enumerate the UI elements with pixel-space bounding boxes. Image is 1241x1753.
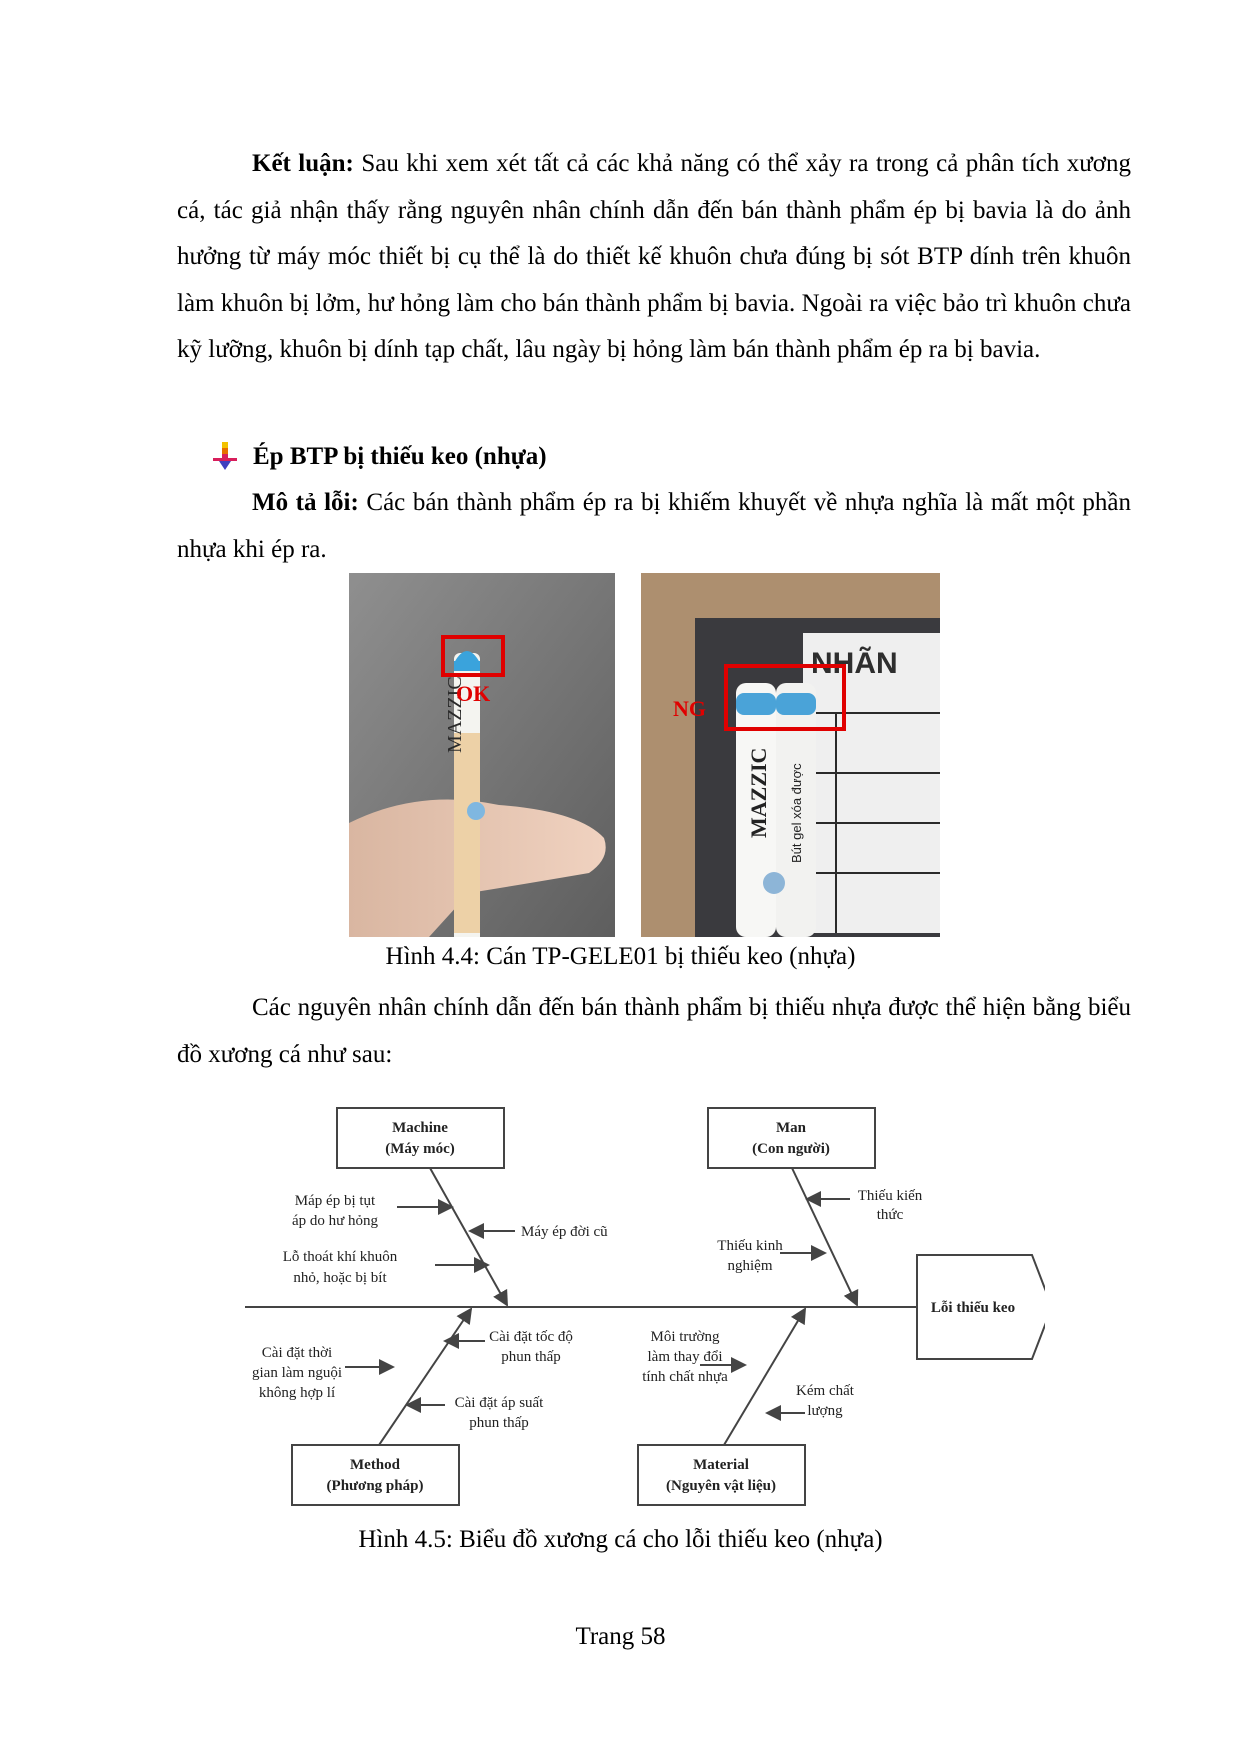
error-description-label: Mô tả lỗi: (252, 489, 359, 516)
figure-4-4-caption: Hình 4.4: Cán TP-GELE01 bị thiếu keo (nhựa) (385, 943, 856, 970)
cause-machine-2-line1: Máy ép đời cũ (521, 1224, 608, 1240)
cause-material-2-line2: lượng (807, 1403, 843, 1419)
cause-machine-3-line2: nhỏ, hoặc bị bít (293, 1270, 387, 1286)
cause-machine-3-line1: Lỗ thoát khí khuôn (282, 1249, 398, 1265)
category-material-title: Material (693, 1457, 749, 1473)
category-box-machine (337, 1108, 504, 1168)
ok-pen-brand: MAZZIC (444, 676, 466, 753)
category-machine-title: Machine (392, 1120, 448, 1136)
bone-material (724, 1309, 805, 1445)
cause-material-1-line2: làm thay đổi (647, 1349, 723, 1365)
conclusion-paragraph (177, 141, 1131, 374)
section-heading (213, 434, 547, 480)
category-box-method (292, 1445, 459, 1505)
category-man-title: Man (776, 1120, 806, 1136)
cause-man-2-line1: Thiếu kinh (717, 1238, 783, 1254)
effect-label: Lỗi thiếu keo (930, 1300, 1016, 1316)
intro-paragraph: Các nguyên nhân chính dẫn đến bán thành phẩm bị thiếu nhựa được thể hiện bằng biểu đồ xương cá như sau: (177, 994, 1131, 1068)
ng-pen-subtext: Bút gel xóa được (789, 763, 804, 863)
cause-method-1-line2: phun thấp (501, 1349, 561, 1365)
figure-4-5-caption: Hình 4.5: Biểu đồ xương cá cho lỗi thiếu keo (nhựa) (358, 1526, 883, 1553)
page-number: Trang 58 (575, 1623, 666, 1650)
ok-label: OK (456, 681, 491, 706)
category-box-man (708, 1108, 875, 1168)
cause-man-2-line2: nghiệm (727, 1258, 773, 1274)
cause-man-1-line1: Thiếu kiến (857, 1188, 923, 1204)
conclusion-text: Sau khi xem xét tất cả các khả năng có thể xảy ra trong cả phân tích xương cá, tác giả nhận thấy rằng nguyên nhân chính dẫn đến bán thành phẩm ép bị bavia là do ảnh hưởng từ máy móc thiết bị cụ thể là do thiết kế khuôn chưa đúng bị sót BTP dính trên khuôn làm khuôn bị lởm, hư hỏng làm cho bán thành phẩm bị bavia. Ngoài ra việc bảo trì khuôn chưa kỹ lưỡng, khuôn bị dính tạp chất, lâu ngày bị hỏng làm bán thành phẩm ép ra bị bavia. (177, 150, 1131, 363)
bullet-arrow-icon (213, 442, 237, 472)
cause-material-2-line1: Kém chất (796, 1383, 854, 1399)
cause-method-1-line1: Cài đặt tốc độ (489, 1329, 573, 1345)
cause-machine-1-line2: áp do hư hỏng (291, 1213, 379, 1229)
fishbone-diagram (245, 1105, 1045, 1515)
category-man-subtitle: (Con người) (752, 1141, 830, 1157)
cause-method-3-line2: phun thấp (469, 1415, 529, 1431)
cause-material-1-line1: Môi trường (650, 1329, 720, 1345)
category-machine-subtitle: (Máy móc) (385, 1141, 455, 1157)
cause-method-2-line1: Cài đặt thời (261, 1345, 333, 1361)
error-description (177, 480, 1131, 573)
cause-man-1-line2: thức (876, 1207, 904, 1223)
cause-material-1-line3: tính chất nhựa (642, 1369, 728, 1385)
cause-method-3-line1: Cài đặt áp suất (454, 1395, 544, 1411)
section-title: Ép BTP bị thiếu keo (nhựa) (253, 443, 547, 470)
ng-label: NG (673, 696, 706, 721)
photo-ng-pen (641, 573, 940, 937)
cause-machine-1-line1: Máp ép bị tụt (294, 1193, 376, 1209)
ng-pen-brand: MAZZIC (746, 747, 771, 838)
photo-ok-pen (349, 573, 615, 937)
category-box-material (638, 1445, 805, 1505)
cause-method-2-line3: không hợp lí (258, 1385, 336, 1401)
error-description-text: Các bán thành phẩm ép ra bị khiếm khuyết về nhựa nghĩa là mất một phần nhựa khi ép ra. (177, 489, 1132, 563)
category-method-subtitle: (Phương pháp) (326, 1478, 424, 1494)
cause-method-2-line2: gian làm nguội (252, 1365, 342, 1381)
conclusion-label: Kết luận: (252, 150, 354, 177)
bone-man (792, 1168, 857, 1305)
ng-sign-text: NHÃN (811, 647, 898, 680)
bone-method (379, 1309, 471, 1445)
category-material-subtitle: (Nguyên vật liệu) (666, 1478, 776, 1494)
bone-machine (430, 1168, 507, 1305)
category-method-title: Method (350, 1457, 400, 1473)
